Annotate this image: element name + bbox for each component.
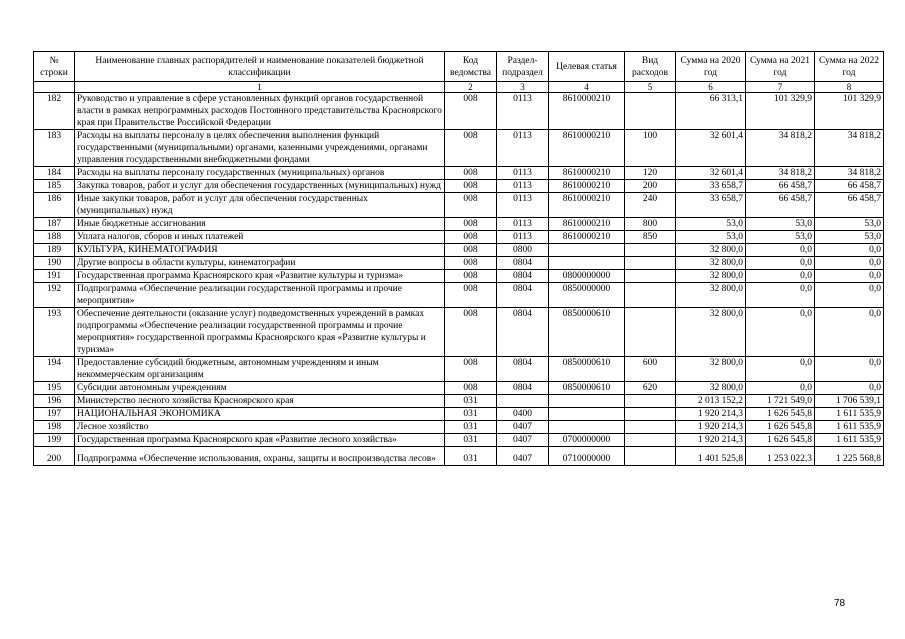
row-sum-2020: 1 920 214,3 xyxy=(676,421,746,434)
column-number: 1 xyxy=(75,82,445,93)
row-sum-2022: 34 818,2 xyxy=(815,167,884,180)
row-sum-2020: 66 313,1 xyxy=(676,93,746,130)
row-dept-code: 008 xyxy=(445,244,497,257)
row-target: 8610000210 xyxy=(549,231,625,244)
row-sum-2020: 32 601,4 xyxy=(676,130,746,167)
row-dept-code: 008 xyxy=(445,308,497,357)
table-row xyxy=(34,408,884,421)
row-number: 191 xyxy=(34,270,75,283)
table-row xyxy=(34,421,884,434)
row-sum-2022: 0,0 xyxy=(815,357,884,382)
header-target: Целевая статья xyxy=(549,52,625,82)
row-expense-type: 620 xyxy=(625,382,676,395)
row-expense-type xyxy=(625,93,676,130)
row-name: Другие вопросы в области культуры, кинематографии xyxy=(75,257,445,270)
row-sum-2022: 1 611 535,9 xyxy=(815,408,884,421)
table-header-row xyxy=(34,52,884,82)
row-number: 193 xyxy=(34,308,75,357)
row-sum-2021: 0,0 xyxy=(746,257,815,270)
row-number: 199 xyxy=(34,434,75,447)
row-sum-2022: 1 611 535,9 xyxy=(815,434,884,447)
header-sum-2020: Сумма на 2020 год xyxy=(676,52,746,82)
table-row xyxy=(34,283,884,308)
row-sum-2021: 0,0 xyxy=(746,283,815,308)
row-dept-code: 008 xyxy=(445,167,497,180)
table-row xyxy=(34,382,884,395)
row-dept-code: 008 xyxy=(445,180,497,193)
row-sum-2021: 1 626 545,8 xyxy=(746,408,815,421)
row-section: 0113 xyxy=(497,167,549,180)
row-sum-2021: 34 818,2 xyxy=(746,167,815,180)
row-name: НАЦИОНАЛЬНАЯ ЭКОНОМИКА xyxy=(75,408,445,421)
row-sum-2021: 0,0 xyxy=(746,382,815,395)
row-name: Государственная программа Красноярского края «Развитие культуры и туризма» xyxy=(75,270,445,283)
row-number: 195 xyxy=(34,382,75,395)
row-dept-code: 008 xyxy=(445,357,497,382)
row-dept-code: 031 xyxy=(445,421,497,434)
row-expense-type xyxy=(625,270,676,283)
row-section: 0113 xyxy=(497,193,549,218)
row-number: 198 xyxy=(34,421,75,434)
column-number: 7 xyxy=(746,82,815,93)
row-expense-type xyxy=(625,434,676,447)
row-sum-2021: 0,0 xyxy=(746,357,815,382)
row-number: 185 xyxy=(34,180,75,193)
row-section: 0804 xyxy=(497,357,549,382)
row-target: 8610000210 xyxy=(549,180,625,193)
row-sum-2020: 32 800,0 xyxy=(676,244,746,257)
row-target xyxy=(549,244,625,257)
row-section: 0407 xyxy=(497,447,549,466)
row-target: 0700000000 xyxy=(549,434,625,447)
row-expense-type: 800 xyxy=(625,218,676,231)
row-sum-2022: 1 611 535,9 xyxy=(815,421,884,434)
header-dept-code: Код ведомства xyxy=(445,52,497,82)
header-expense-type: Вид расходов xyxy=(625,52,676,82)
row-target xyxy=(549,421,625,434)
row-name: Субсидии автономным учреждениям xyxy=(75,382,445,395)
row-target: 8610000210 xyxy=(549,130,625,167)
row-name: Расходы на выплаты персоналу в целях обеспечения выполнения функций государственными (муниципальными) органами, казенными учреждениями, органами управления государственными внебюджетными фондами xyxy=(75,130,445,167)
budget-table xyxy=(33,51,884,466)
row-name: Расходы на выплаты персоналу государственных (муниципальных) органов xyxy=(75,167,445,180)
row-expense-type: 850 xyxy=(625,231,676,244)
row-expense-type: 600 xyxy=(625,357,676,382)
row-name: Подпрограмма «Обеспечение реализации государственной программы и прочие мероприятия» xyxy=(75,283,445,308)
row-number: 182 xyxy=(34,93,75,130)
row-dept-code: 031 xyxy=(445,408,497,421)
row-sum-2020: 32 800,0 xyxy=(676,257,746,270)
row-section: 0407 xyxy=(497,434,549,447)
row-expense-type xyxy=(625,408,676,421)
header-row-number: № строки xyxy=(34,52,75,82)
table-row xyxy=(34,218,884,231)
row-sum-2020: 1 920 214,3 xyxy=(676,434,746,447)
row-sum-2020: 1 401 525,8 xyxy=(676,447,746,466)
row-sum-2021: 66 458,7 xyxy=(746,193,815,218)
row-dept-code: 008 xyxy=(445,93,497,130)
row-name: Уплата налогов, сборов и иных платежей xyxy=(75,231,445,244)
row-expense-type: 240 xyxy=(625,193,676,218)
row-sum-2022: 0,0 xyxy=(815,244,884,257)
row-number: 189 xyxy=(34,244,75,257)
row-number: 183 xyxy=(34,130,75,167)
row-name: Иные закупки товаров, работ и услуг для обеспечения государственных (муниципальных) нужд xyxy=(75,193,445,218)
row-dept-code: 008 xyxy=(445,382,497,395)
column-number: 2 xyxy=(445,82,497,93)
row-number: 190 xyxy=(34,257,75,270)
row-section: 0800 xyxy=(497,244,549,257)
row-dept-code: 008 xyxy=(445,193,497,218)
row-name: Руководство и управление в сфере установленных функций органов государственной власти в рамках непрограммных расходов Постоянного представительства Красноярского края при Правительстве Российской Федерации xyxy=(75,93,445,130)
row-dept-code: 031 xyxy=(445,434,497,447)
row-sum-2022: 0,0 xyxy=(815,308,884,357)
row-expense-type xyxy=(625,308,676,357)
row-sum-2020: 1 920 214,3 xyxy=(676,408,746,421)
row-name: КУЛЬТУРА, КИНЕМАТОГРАФИЯ xyxy=(75,244,445,257)
row-section: 0804 xyxy=(497,257,549,270)
row-sum-2022: 0,0 xyxy=(815,257,884,270)
row-dept-code: 008 xyxy=(445,130,497,167)
table-row xyxy=(34,93,884,130)
table-row xyxy=(34,434,884,447)
table-row xyxy=(34,357,884,382)
row-sum-2021: 53,0 xyxy=(746,231,815,244)
row-number: 188 xyxy=(34,231,75,244)
row-section: 0804 xyxy=(497,270,549,283)
row-sum-2021: 0,0 xyxy=(746,244,815,257)
column-number: 5 xyxy=(625,82,676,93)
row-sum-2020: 32 800,0 xyxy=(676,382,746,395)
row-sum-2021: 66 458,7 xyxy=(746,180,815,193)
row-expense-type xyxy=(625,395,676,408)
row-name: Иные бюджетные ассигнования xyxy=(75,218,445,231)
row-name: Предоставление субсидий бюджетным, автономным учреждениям и иным некоммерческим организациям xyxy=(75,357,445,382)
row-sum-2021: 53,0 xyxy=(746,218,815,231)
row-sum-2022: 0,0 xyxy=(815,382,884,395)
row-target: 0850000610 xyxy=(549,308,625,357)
row-sum-2020: 32 800,0 xyxy=(676,308,746,357)
row-number: 192 xyxy=(34,283,75,308)
column-number: 3 xyxy=(497,82,549,93)
row-sum-2022: 34 818,2 xyxy=(815,130,884,167)
row-section: 0113 xyxy=(497,130,549,167)
header-name: Наименование главных распорядителей и наименование показателей бюджетной классификации xyxy=(75,52,445,82)
row-name: Лесное хозяйство xyxy=(75,421,445,434)
row-sum-2021: 34 818,2 xyxy=(746,130,815,167)
row-section: 0804 xyxy=(497,283,549,308)
row-dept-code: 008 xyxy=(445,270,497,283)
row-expense-type: 100 xyxy=(625,130,676,167)
row-dept-code: 031 xyxy=(445,395,497,408)
row-sum-2021: 101 329,9 xyxy=(746,93,815,130)
column-number xyxy=(34,82,75,93)
row-name: Подпрограмма «Обеспечение использования, охраны, защиты и воспроизводства лесов» xyxy=(75,447,445,466)
row-sum-2022: 53,0 xyxy=(815,231,884,244)
table-row xyxy=(34,130,884,167)
row-sum-2022: 66 458,7 xyxy=(815,180,884,193)
page-number: 78 xyxy=(834,598,846,609)
header-section: Раздел-подраздел xyxy=(497,52,549,82)
row-target xyxy=(549,257,625,270)
row-section: 0407 xyxy=(497,421,549,434)
table-body xyxy=(34,93,884,466)
row-number: 200 xyxy=(34,447,75,466)
row-sum-2021: 1 626 545,8 xyxy=(746,421,815,434)
row-number: 194 xyxy=(34,357,75,382)
row-section: 0113 xyxy=(497,180,549,193)
row-expense-type xyxy=(625,421,676,434)
row-section: 0804 xyxy=(497,382,549,395)
row-section: 0113 xyxy=(497,231,549,244)
row-target: 8610000210 xyxy=(549,218,625,231)
column-number: 4 xyxy=(549,82,625,93)
row-expense-type xyxy=(625,283,676,308)
row-target: 8610000210 xyxy=(549,167,625,180)
row-name: Обеспечение деятельности (оказание услуг) подведомственных учреждений в рамках подпрограммы «Обеспечение реализации государственной программы и прочие мероприятия» государственной программы Красноярского края «Развитие культуры и туризма» xyxy=(75,308,445,357)
table-row xyxy=(34,193,884,218)
row-target: 0710000000 xyxy=(549,447,625,466)
row-expense-type xyxy=(625,447,676,466)
row-name: Закупка товаров, работ и услуг для обеспечения государственных (муниципальных) нужд xyxy=(75,180,445,193)
row-expense-type: 120 xyxy=(625,167,676,180)
row-number: 196 xyxy=(34,395,75,408)
table-row xyxy=(34,244,884,257)
row-sum-2022: 1 706 539,1 xyxy=(815,395,884,408)
row-dept-code: 008 xyxy=(445,231,497,244)
row-sum-2021: 0,0 xyxy=(746,308,815,357)
row-sum-2020: 32 601,4 xyxy=(676,167,746,180)
row-target: 0850000610 xyxy=(549,382,625,395)
row-section: 0113 xyxy=(497,93,549,130)
column-number-row xyxy=(34,82,884,93)
row-sum-2022: 1 225 568,8 xyxy=(815,447,884,466)
row-sum-2020: 32 800,0 xyxy=(676,270,746,283)
row-sum-2021: 1 626 545,8 xyxy=(746,434,815,447)
row-sum-2020: 53,0 xyxy=(676,231,746,244)
table-row xyxy=(34,308,884,357)
row-expense-type xyxy=(625,257,676,270)
column-number: 6 xyxy=(676,82,746,93)
row-sum-2020: 2 013 152,2 xyxy=(676,395,746,408)
row-dept-code: 008 xyxy=(445,218,497,231)
row-number: 184 xyxy=(34,167,75,180)
row-section: 0113 xyxy=(497,218,549,231)
row-expense-type xyxy=(625,244,676,257)
row-sum-2021: 1 721 549,0 xyxy=(746,395,815,408)
row-sum-2020: 33 658,7 xyxy=(676,193,746,218)
row-name: Государственная программа Красноярского края «Развитие лесного хозяйства» xyxy=(75,434,445,447)
row-sum-2020: 32 800,0 xyxy=(676,283,746,308)
row-target: 8610000210 xyxy=(549,193,625,218)
table-row xyxy=(34,447,884,466)
row-sum-2021: 1 253 022,3 xyxy=(746,447,815,466)
table-row xyxy=(34,180,884,193)
row-number: 186 xyxy=(34,193,75,218)
row-section: 0804 xyxy=(497,308,549,357)
header-sum-2021: Сумма на 2021 год xyxy=(746,52,815,82)
row-section xyxy=(497,395,549,408)
row-sum-2020: 53,0 xyxy=(676,218,746,231)
header-sum-2022: Сумма на 2022 год xyxy=(815,52,884,82)
row-dept-code: 008 xyxy=(445,283,497,308)
row-sum-2022: 0,0 xyxy=(815,270,884,283)
row-sum-2020: 33 658,7 xyxy=(676,180,746,193)
row-sum-2022: 101 329,9 xyxy=(815,93,884,130)
row-target xyxy=(549,395,625,408)
row-sum-2022: 66 458,7 xyxy=(815,193,884,218)
row-dept-code: 031 xyxy=(445,447,497,466)
row-target: 0850000610 xyxy=(549,357,625,382)
table-row xyxy=(34,167,884,180)
row-target: 8610000210 xyxy=(549,93,625,130)
row-sum-2022: 0,0 xyxy=(815,283,884,308)
table-row xyxy=(34,257,884,270)
row-dept-code: 008 xyxy=(445,257,497,270)
table-row xyxy=(34,395,884,408)
row-number: 187 xyxy=(34,218,75,231)
row-number: 197 xyxy=(34,408,75,421)
table-row xyxy=(34,231,884,244)
column-number: 8 xyxy=(815,82,884,93)
row-expense-type: 200 xyxy=(625,180,676,193)
row-section: 0400 xyxy=(497,408,549,421)
row-target xyxy=(549,408,625,421)
row-name: Министерство лесного хозяйства Красноярского края xyxy=(75,395,445,408)
table-row xyxy=(34,270,884,283)
row-sum-2022: 53,0 xyxy=(815,218,884,231)
row-target: 0850000000 xyxy=(549,283,625,308)
row-sum-2020: 32 800,0 xyxy=(676,357,746,382)
row-sum-2021: 0,0 xyxy=(746,270,815,283)
row-target: 0800000000 xyxy=(549,270,625,283)
